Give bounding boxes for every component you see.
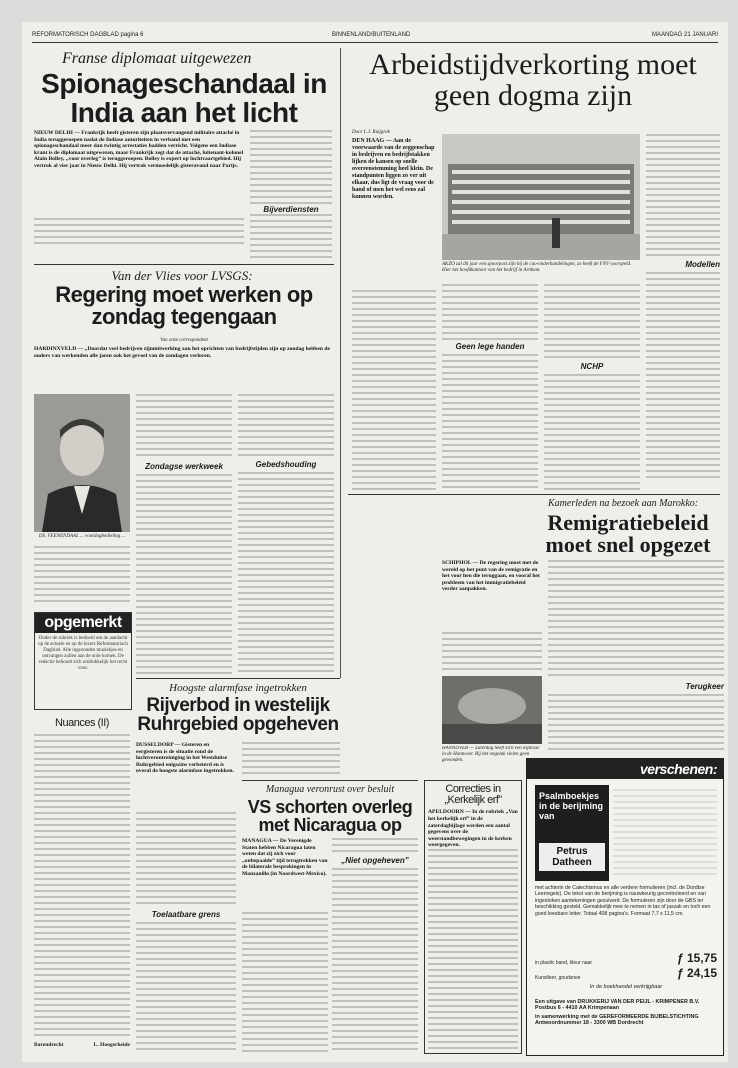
ad-price2: ƒ 24,15 xyxy=(676,966,717,980)
ad-price1-label: in plastic band, kleur naar xyxy=(535,960,592,966)
divider xyxy=(242,780,418,781)
header-center: BINNENLAND/BUITENLAND xyxy=(332,32,411,38)
lvsgs-col3a xyxy=(238,394,334,458)
newspaper-page xyxy=(22,22,728,1062)
nuances-body xyxy=(34,734,130,1040)
nicaragua-lead: MANAGUA — De Verenigde Staten hebben Nicaragua laten weten dat zij zich voor „onbepaalde” tijd terugtrekken van de bilaterale besprekingen in Manzanillo (in Noordwest-Mexico). xyxy=(242,838,328,877)
atv-col3b xyxy=(544,374,640,490)
divider xyxy=(34,264,334,265)
header-right: MAANDAG 21 JANUARI xyxy=(651,32,718,38)
marokko-sub: Terugkeer xyxy=(685,682,724,691)
page-header xyxy=(32,30,718,43)
opgemerkt-title: opgemerkt xyxy=(35,613,131,633)
hannover-caption: HANNOVER — Zaterdag heeft zich een explosie in de Hannover. Bij het ongeluk vielen geen gewonden. xyxy=(442,746,540,763)
opgemerkt-box xyxy=(34,612,132,710)
akzo-building-illustration xyxy=(442,134,640,260)
india-headline: Spionageschandaal in India aan het licht xyxy=(41,68,327,128)
atv-col2a xyxy=(442,284,538,340)
hannover-photo xyxy=(442,676,542,744)
nuances-place: Barendrecht xyxy=(34,1042,64,1048)
alarm-sub: Toelaatbare grens xyxy=(151,910,221,919)
atv-col3a xyxy=(544,284,640,360)
ad-price2-label: Kunstleer, goudsnee xyxy=(535,975,581,981)
ad-price1: ƒ 15,75 xyxy=(676,951,717,965)
correcties-headline: Correcties in „Kerkelijk erf” xyxy=(444,783,502,807)
psalmboekjes-ad xyxy=(526,758,724,1056)
nicaragua-kicker: Managua veronrust over besluit xyxy=(265,784,395,795)
portrait-illustration xyxy=(34,394,130,532)
ad-book-label: Psalmboekjes in de berijming van xyxy=(539,791,604,821)
atv-col4b xyxy=(646,272,720,482)
marokko-col1 xyxy=(442,632,542,672)
india-sub: Bijverdiensten xyxy=(250,205,332,214)
atv-lead: DEN HAAG — Aan de voorwaarde van de zeggenschap in bedrijven en bedrijfstakken lijken de kansen op snelle overeenstemming heel klein. De standpunten liggen zo ver uit elkaar, dus ligt de vraag voor de hand of men het wel eens zal kunnen worden. xyxy=(352,138,435,200)
alarm-col1 xyxy=(136,812,236,908)
nicaragua-col1 xyxy=(242,912,328,1052)
alarm-col1b xyxy=(136,922,236,1052)
lvsgs-lead: HARDINXVELD — „Doordat veel bedrijven zijnmitwerking aan het oprichten van bedrijfstijden zijn op zondag hebben de ouders van werkenden alle jaren ook het gevoel van de zondagen verloren. xyxy=(34,346,331,359)
correcties-box xyxy=(424,780,522,1054)
veenendaal-caption: DS. VEENENDAAL ... voordagbedieling ... xyxy=(38,534,126,539)
correcties-body xyxy=(428,849,518,1049)
alarm-kicker: Hoogste alarmfase ingetrokken xyxy=(169,682,307,694)
india-col3 xyxy=(250,130,332,260)
lvsgs-headline: Regering moet werken op zondag tegengaan xyxy=(55,282,313,330)
ad-publisher-2: in samenwerking met de GEREFORMEERDE BIJBELSTICHTING Antwoordnummer 18 - 3300 WB Dordrecht xyxy=(535,1013,699,1027)
column-divider xyxy=(340,48,341,678)
nicaragua-sub: „Niet opgeheven” xyxy=(341,856,409,865)
lvsgs-col1 xyxy=(34,546,130,604)
nicaragua-col2a xyxy=(332,838,418,854)
alarm-lead: DUSSELDORP — Gisteren en eergisteren is de situatie rond de luchtverontreiniging in het Westduitse Ruhrgebied enigszins verbeterd en is overal de hoogste alarmfase ingetrokken. xyxy=(136,742,234,775)
atv-sub2: NCHP xyxy=(580,362,604,371)
lvsgs-sub1: Zondagse werkweek xyxy=(145,462,223,471)
header-left: REFORMATORISCH DAGBLAD pagina 6 xyxy=(32,32,144,38)
atv-col2b xyxy=(442,354,538,490)
ad-body: met achterin de Catechismus en alle verdere formulieren (incl. de Dordtse Leerregels). De tekst van de berijming is nauwkeurig gecontroleerd en van ingestoken aantekeningen gezuiverd. De formuleren zijn door de GBS ter beschikking gesteld. Gemakkelijk mee te nemen in tas of jaszak en toch een goed leesbare letter. Totaal 408 pagina's. Formaat 7,7 x 11,5 cm. xyxy=(535,885,711,917)
india-kicker: Franse diplomaat uitgewezen xyxy=(62,50,252,67)
akzo-caption: AKZO zal dit jaar een spoorpost zijn bij de cao-onderhandelingen, zo heeft de FNV voorspeld. Hier het hoofdkantoor van het bedrijf in Arnhem. xyxy=(442,262,632,273)
atv-sub3: Modellen xyxy=(685,260,720,269)
alarm-headline: Rijverbod in westelijk Ruhrgebied opgeheven xyxy=(137,695,339,736)
nuances-sign xyxy=(34,1042,130,1048)
ad-side xyxy=(613,789,717,879)
nicaragua-col2b xyxy=(332,868,418,1052)
nuances-title: Nuances (II) xyxy=(55,717,109,729)
atv-col4a xyxy=(646,134,720,258)
veenendaal-photo xyxy=(34,394,130,532)
ad-book-cover xyxy=(535,785,609,881)
marokko-kicker: Kamerleden na bezoek aan Marokko: xyxy=(548,498,699,509)
ad-publisher-1: Een uitgave van DRUKKERIJ VAN DER PEIJL - KRIMPENER B.V. Postbus 6 - 4410 AA Krimpenaan xyxy=(535,999,700,1012)
akzo-photo xyxy=(442,134,640,260)
lvsgs-sub2: Gebedshouding xyxy=(255,460,317,469)
ad-title: verschenen: xyxy=(527,759,723,779)
lvsgs-col2b xyxy=(136,474,232,674)
ad-book-name: Petrus Datheen xyxy=(539,843,605,871)
marokko-col2 xyxy=(548,560,724,680)
nuances-author: L. Hoogerheide xyxy=(93,1042,130,1048)
lvsgs-col2a xyxy=(136,394,232,460)
atv-byline: Door L.J. Ruijgrok xyxy=(352,130,390,135)
india-body xyxy=(34,218,244,246)
opgemerkt-body: Onder de rubriek is bedoeld om de aandacht op de actuele en op de lezers Reformatorisch Dagblad. Alle ingezonden muziekjes en ontvangen zullen aan de orde komen. De redactie behoudt zich uitdrukkelijk het recht voor. xyxy=(38,636,128,672)
marokko-headline: Remigratiebeleid moet snel opgezet xyxy=(545,510,711,558)
ad-publisher xyxy=(535,999,717,1027)
india-lead: NIEUW DELHI — Frankrijk heeft gisteren zijn plaatsvervangend militaire attaché in India teruggeroepen nadat de Indiase autoriteiten in verband met een spionageschandaal meer dan twintig arrestaties hadden verricht. Volgens een Indiase krant is de diplomaat uitgewezen, maar Frankrijk zegt dat de attaché, luitenant-kolonel Alain Bolley, „voor overleg” is teruggeroepen. Bolley is expert op luchtvaartgebied. Hij vertrok al vier jaar in Nieuw Delhi. Hij vertrok vermoedelijk gisteravond naar Parijs. xyxy=(34,130,244,169)
ad-order-note: In de boekhandel verkrijgbaar xyxy=(589,984,663,990)
correcties-lead: APELDOORN — In de rubriek „Van het kerkelijk erf” in de zaterdagbijlage werden een aantal gegevens over de weerstandbewegingen in de kerken weergegeven. xyxy=(428,809,518,848)
lvsgs-col3b xyxy=(238,472,334,674)
atv-headline: Arbeidstijdverkorting moet geen dogma zijn xyxy=(369,48,697,112)
hannover-illustration xyxy=(442,676,542,744)
atv-sub1: Geen lege handen xyxy=(455,342,525,351)
atv-col1 xyxy=(352,290,436,490)
alarm-col2 xyxy=(242,742,340,776)
marokko-lead: SCHIPHOL — De regering moet met de wereld op het punt van de remigratie en het voor hen die teruggaan, en vooral het probleem van het immigratiebeleid verder aanpakken. xyxy=(442,560,540,593)
lvsgs-byline: Van onze correspondent xyxy=(160,338,208,343)
divider xyxy=(348,494,720,495)
lvsgs-kicker: Van der Vlies voor LVSGS: xyxy=(111,268,253,283)
nicaragua-headline: VS schorten overleg met Nicaragua op xyxy=(247,797,413,836)
marokko-col2b xyxy=(548,694,724,750)
ad-prices xyxy=(535,951,717,990)
divider xyxy=(136,678,340,679)
